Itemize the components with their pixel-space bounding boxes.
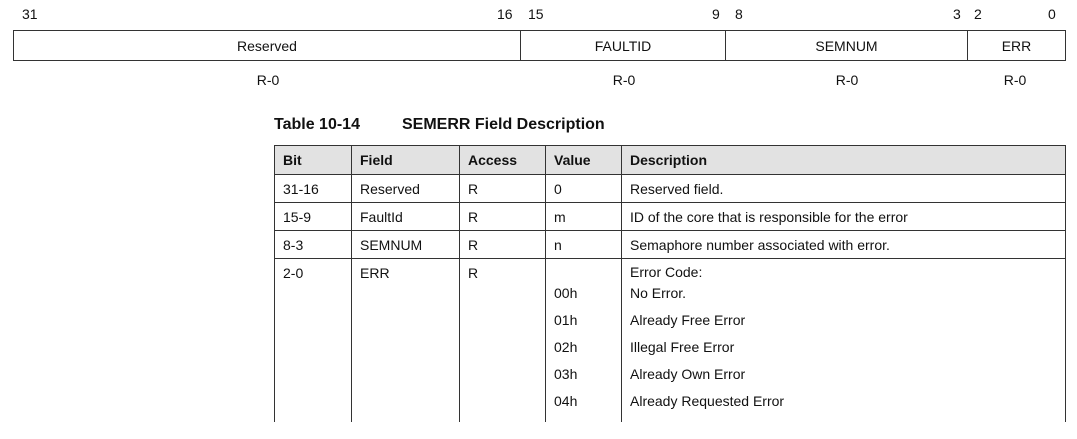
- err-description: Illegal Free Error: [630, 339, 735, 355]
- register-diagram: [13, 30, 1066, 61]
- header-access: Access: [460, 146, 546, 175]
- err-value: 04h: [554, 393, 578, 409]
- cell-value: m: [546, 203, 622, 231]
- cell-access: R: [460, 231, 546, 259]
- cell-bit: 15-9: [275, 203, 352, 231]
- bit-label-9: 9: [712, 6, 720, 22]
- header-field: Field: [352, 146, 460, 175]
- cell-values: [546, 259, 622, 422]
- err-description: Already Own Error: [630, 366, 746, 382]
- field-description-table: [274, 145, 1066, 422]
- bit-label-8: 8: [735, 6, 743, 22]
- cell-description: Semaphore number associated with error.: [622, 231, 1066, 259]
- table-title: SEMERR Field Description: [402, 116, 605, 133]
- err-description: No Error.: [630, 285, 687, 301]
- table-row-err: [275, 259, 1066, 422]
- bit-label-3: 3: [953, 6, 961, 22]
- table-row: [275, 203, 1066, 231]
- err-description: Error Code:: [630, 264, 703, 280]
- table-row: [275, 231, 1066, 259]
- err-value: 02h: [554, 339, 578, 355]
- cell-bit: 2-0: [275, 259, 352, 422]
- err-description: Already Free Error: [630, 312, 746, 328]
- field-err: ERR: [1001, 37, 1032, 54]
- cell-value: n: [546, 231, 622, 259]
- bit-label-0: 0: [1048, 6, 1056, 22]
- header-bit: Bit: [275, 146, 352, 175]
- access-faultid: R-0: [612, 72, 636, 88]
- err-description: Already Requested Error: [630, 393, 785, 409]
- bit-label-2: 2: [974, 6, 982, 22]
- access-semnum: R-0: [835, 72, 859, 88]
- field-semnum: SEMNUM: [726, 31, 968, 60]
- cell-access: R: [460, 259, 546, 422]
- err-value: [554, 265, 613, 286]
- cell-field: SEMNUM: [352, 231, 460, 259]
- cell-bit: 8-3: [275, 231, 352, 259]
- cell-field: FaultId: [352, 203, 460, 231]
- table-caption: [274, 116, 605, 134]
- cell-value: 0: [546, 175, 622, 203]
- cell-descriptions: [622, 259, 1066, 422]
- bit-label-16: 16: [497, 6, 513, 22]
- cell-access: R: [460, 203, 546, 231]
- access-err: R-0: [1003, 72, 1027, 88]
- bit-label-31: 31: [22, 6, 38, 22]
- table-number: Table 10-14: [274, 116, 360, 133]
- access-reserved: R-0: [256, 72, 280, 88]
- field-faultid: FAULTID: [521, 31, 726, 60]
- table-header-row: [275, 146, 1066, 175]
- cell-field: ERR: [352, 259, 460, 422]
- table-row: [275, 175, 1066, 203]
- field-reserved: Reserved: [14, 31, 521, 60]
- err-value: 01h: [554, 312, 578, 328]
- err-value: 00h: [554, 285, 578, 301]
- header-value: Value: [546, 146, 622, 175]
- bit-label-15: 15: [528, 6, 544, 22]
- header-description: Description: [622, 146, 1066, 175]
- cell-description: ID of the core that is responsible for the error: [622, 203, 1066, 231]
- cell-field: Reserved: [352, 175, 460, 203]
- err-value: 03h: [554, 366, 578, 382]
- cell-bit: 31-16: [275, 175, 352, 203]
- cell-access: R: [460, 175, 546, 203]
- cell-description: Reserved field.: [622, 175, 1066, 203]
